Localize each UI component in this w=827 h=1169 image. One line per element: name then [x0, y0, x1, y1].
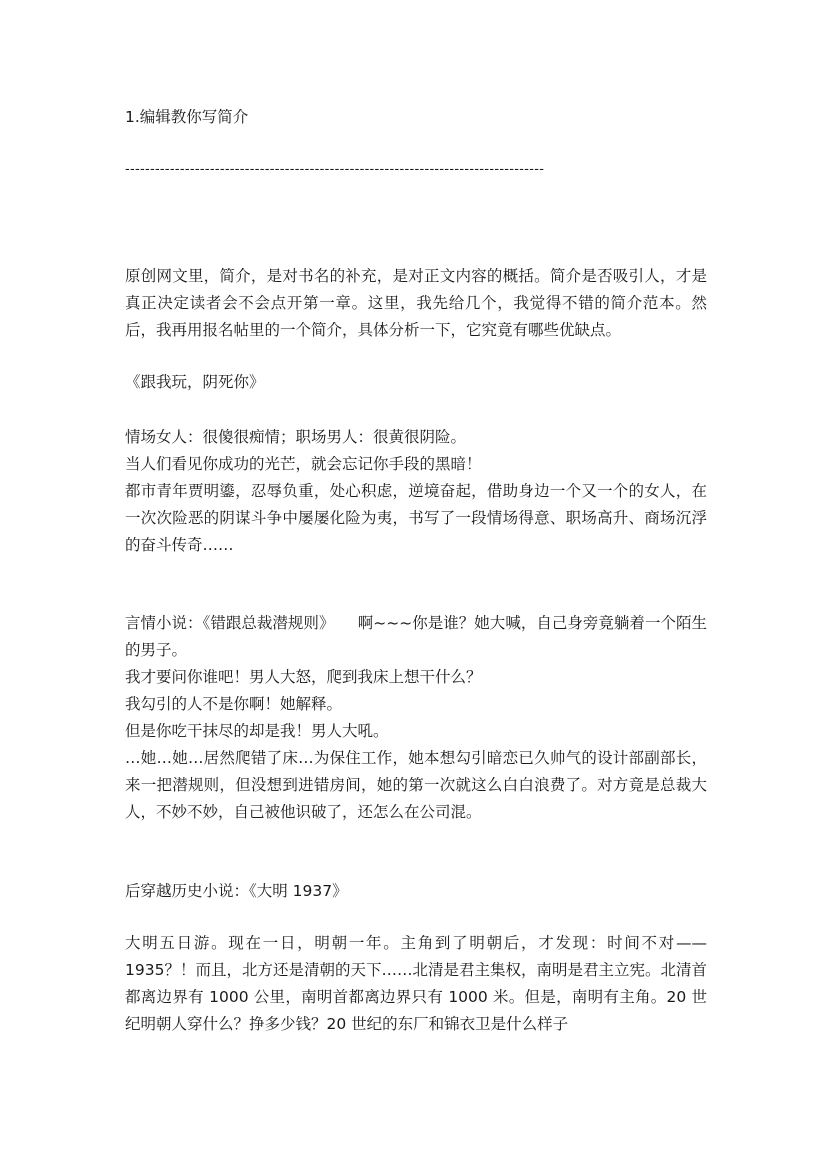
book2-line: 言情小说：《错跟总裁潜规则》 啊~~~你是谁？她大喊，自己身旁竟躺着一个陌生的男子。 [125, 614, 707, 659]
document-title: 1.编辑教你写简介 [125, 108, 249, 126]
book3-text: 大明五日游。现在一日，明朝一年。主角到了明朝后，才发现：时间不对——1935？！而且，北方还是清朝的天下……北清是君主集权，南明是君主立宪。北清首都离边界有 1000 公里，南明首都离边界只有 1000 米。但是，南明有主角。20 世纪明朝人穿什么？挣多少钱？20 世纪的东厂和锦衣卫是什么样子 [125, 934, 707, 1033]
book1-line: 情场女人：很傻很痴情；职场男人：很黄很阴险。 [125, 428, 467, 446]
book1-title-block [125, 369, 707, 396]
book1-line: 都市青年贾明鎏，忍辱负重，处心积虑，逆境奋起，借助身边一个又一个的女人，在一次次险恶的阴谋斗争中屡屡化险为夷，书写了一段情场得意、职场高升、商场沉浮的奋斗传奇…… [125, 482, 707, 554]
book1-synopsis [125, 424, 707, 559]
book1-title: 《跟我玩，阴死你》 [125, 373, 265, 391]
book1-line: 当人们看见你成功的光芒，就会忘记你手段的黑暗！ [125, 455, 482, 473]
book2-line: …她…她…居然爬错了床…为保住工作，她本想勾引暗恋已久帅气的设计部副部长，来一把潜规则，但没想到进错房间，她的第一次就这么白白浪费了。对方竟是总裁大人，不妙不妙，自己被他识破了，还怎么在公司混。 [125, 749, 707, 821]
intro-text: 原创网文里，简介，是对书名的补充，是对正文内容的概括。简介是否吸引人，才是真正决定读者会不会点开第一章。这里，我先给几个，我觉得不错的简介范本。然后，我再用报名帖里的一个简介，具体分析一下，它究竟有哪些优缺点。 [125, 267, 707, 339]
book3-synopsis [125, 930, 707, 1038]
book2-line: 我勾引的人不是你啊！她解释。 [125, 695, 343, 713]
book2-line: 我才要问你谁吧！男人大怒，爬到我床上想干什么？ [125, 668, 482, 686]
book3-title-block [125, 878, 707, 905]
intro-paragraph [125, 263, 707, 344]
separator-rule: ------------------------------------------------------------------------------------ [125, 162, 545, 177]
book2-synopsis [125, 610, 707, 826]
book3-title: 后穿越历史小说：《大明 1937》 [125, 882, 348, 900]
book2-line: 但是你吃干抹尽的却是我！男人大吼。 [125, 722, 389, 740]
